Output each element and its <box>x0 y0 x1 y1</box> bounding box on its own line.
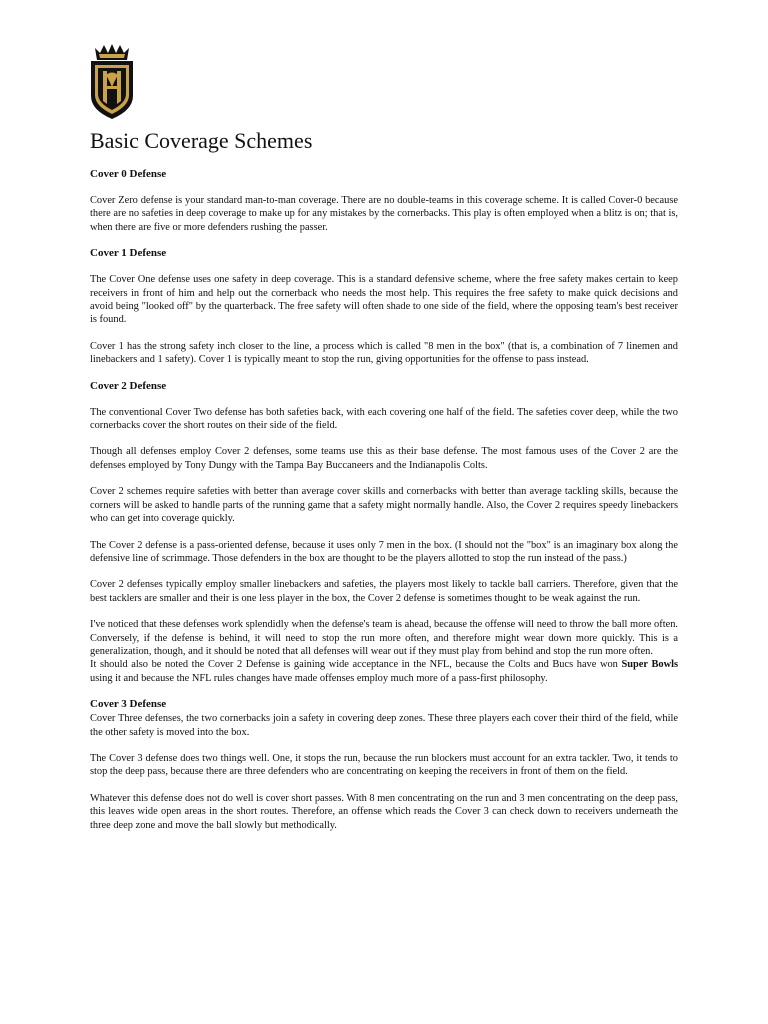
paragraph-note <box>90 658 678 685</box>
paragraph: Cover 2 schemes require safeties with better than average cover skills and cornerbacks with better than average tackling skills, because the corners will be asked to handle parts of the running game that a safety might normally handle. Also, the Cover 2 requires speedy linebackers who can get into coverage quickly. <box>90 486 678 525</box>
crown-shield-monogram-logo <box>89 44 135 120</box>
note-text: It should also be noted the Cover 2 Defense is gaining wide acceptance in the NFL, because the Colts and Bucs have won <box>90 659 622 671</box>
note-bold-text: Super Bowls <box>621 659 679 671</box>
paragraph: Whatever this defense does not do well is cover short passes. With 8 men concentrating on the run and 3 men concentrating on the deep pass, this leaves wide open areas in the short routes. Therefore, an offense which reads the Cover 3 can check down to receivers underneath the three deep zone and move the ball slowly but methodically. <box>90 792 678 831</box>
section-heading-cover-2: Cover 2 Defense <box>90 379 167 392</box>
paragraph: The Cover 2 defense is a pass-oriented defense, because it uses only 7 men in the box. (I should not the "box" is an imaginary box along the defensive line of scrimmage. Those defenders in the box are thought to be the players allotted to stop the run instead of the pass.) <box>90 539 678 564</box>
note-text: using it and because the NFL rules changes have made offenses employ much more of a pass-first philosophy. <box>90 672 548 684</box>
paragraph: Cover Three defenses, the two cornerbacks join a safety in covering deep zones. These three players each cover their third of the field, while the other safety is moved into the box. <box>90 713 678 738</box>
paragraph: The conventional Cover Two defense has both safeties back, with each covering one half of the field. The safeties cover deep, while the two cornerbacks cover the short routes on their side of the field. <box>90 406 678 432</box>
section-heading-cover-1: Cover 1 Defense <box>90 247 167 260</box>
document-body <box>90 128 678 845</box>
paragraph: I've noticed that these defenses work splendidly when the defense's team is ahead, because the offense will need to throw the ball more often. Conversely, if the defense is behind, it will need to stop the run more often, and therefore might wear down more quickly. This is a generalization, though, and it should be noted that all defenses will wear out if they must play from behind and stop the run more often. <box>90 619 678 657</box>
paragraph: Though all defenses employ Cover 2 defenses, some teams use this as their base defense. The most famous uses of the Cover 2 are the defenses employed by Tony Dungy with the Tampa Bay Buccaneers and the Indianapolis Colts. <box>90 446 678 471</box>
paragraph: The Cover One defense uses one safety in deep coverage. This is a standard defensive scheme, where the free safety makes certain to keep receivers in front of him and help out the cornerback who needs the most help. This requires the free safety to make quick decisions and avoid being "looked off" by the quarterback. The free safety will often shade to one side of the field, where the opposing team's best receiver is found. <box>90 274 678 326</box>
section-heading-cover-0: Cover 0 Defense <box>90 168 167 180</box>
paragraph: Cover Zero defense is your standard man-to-man coverage. There are no double-teams in this coverage scheme. It is called Cover-0 because there are no safeties in deep coverage to make up for any mistakes by the cornerbacks. This play is often employed when a blitz is on; that is, when there are five or more defenders rushing the passer. <box>90 195 678 233</box>
paragraph: The Cover 3 defense does two things well. One, it stops the run, because the run blockers must account for an extra tackler. Two, it tends to stop the deep pass, because there are three defenders who are concentrating on keeping the receivers in front of them on the field. <box>90 752 678 778</box>
logo-graphic <box>89 44 135 120</box>
section-heading-cover-3: Cover 3 Defense <box>90 698 167 711</box>
document-title: Basic Coverage Schemes <box>90 128 313 153</box>
paragraph: Cover 2 defenses typically employ smaller linebackers and safeties, the players most likely to tackle ball carriers. Therefore, given that the best tacklers are smaller and their is one less player in the box, the Cover 2 defense is sometimes thought to be weak against the run. <box>90 579 678 604</box>
paragraph: Cover 1 has the strong safety inch closer to the line, a process which is called "8 men in the box" (that is, a combination of 7 linemen and linebackers and 1 safety). Cover 1 is typically meant to stop the run, giving opportunities for the offense to pass instead. <box>90 340 678 366</box>
